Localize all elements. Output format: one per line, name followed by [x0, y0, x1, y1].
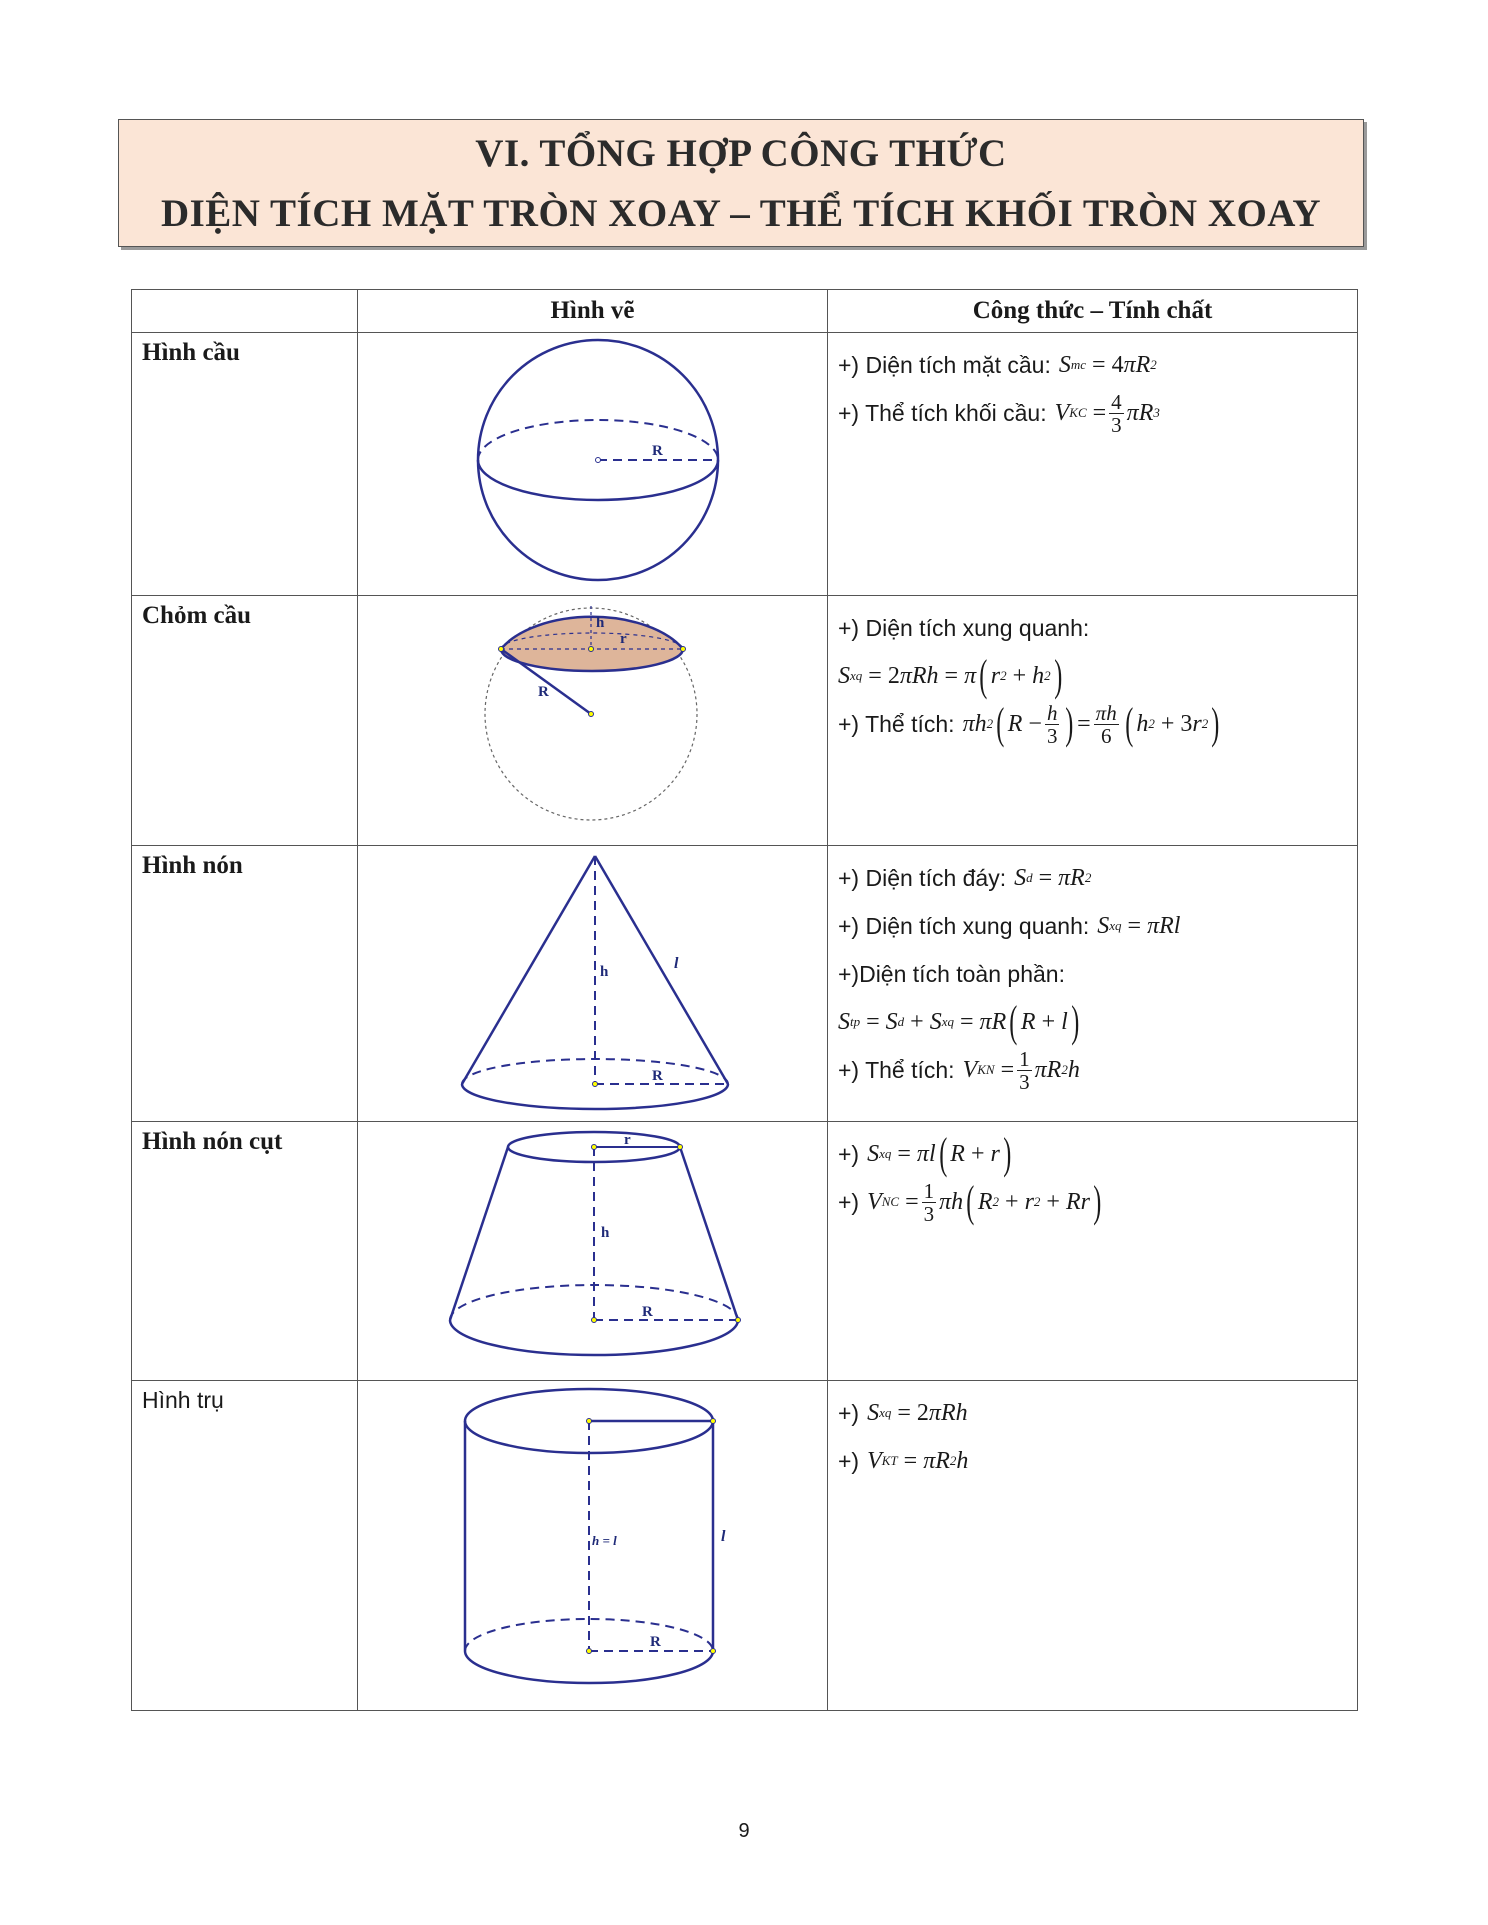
math-expr: S mc = 4 πR 2: [1058, 351, 1157, 378]
formula-lateral-label: +) Diện tích xung quanh:: [838, 614, 1090, 641]
label-l: l: [674, 955, 679, 972]
formula-lateral: +) S xq = πl ( R + r ): [838, 1130, 1347, 1178]
math-expr: S xq = πRl: [1097, 912, 1181, 939]
cone-drawing: [358, 846, 828, 1120]
cylinder-drawing: [358, 1381, 828, 1707]
formula-surface: +) Diện tích mặt cầu: S mc = 4 πR 2: [838, 351, 1157, 378]
label-h-eq-l: h = l: [592, 1533, 617, 1548]
formulas-cap: [828, 596, 1358, 846]
formula-lateral: +) Diện tích xung quanh: S xq = πRl: [838, 912, 1181, 939]
formulas-cylinder: [828, 1381, 1358, 1711]
math-expr: S tp = S d + S xq = πR ( R + l ): [838, 997, 1080, 1046]
row-name: Hình nón cụt: [132, 1122, 358, 1381]
figure-cone: [358, 846, 828, 1122]
title-line-2: DIỆN TÍCH MẶT TRÒN XOAY – THỂ TÍCH KHỐI TRÒN XOAY: [160, 192, 1322, 235]
figure-cylinder: [358, 1381, 828, 1711]
row-cone: [132, 846, 1358, 1122]
label-R: R: [652, 443, 663, 459]
label-h: h: [600, 964, 609, 980]
title-box: [118, 119, 1364, 247]
header-col1: [132, 290, 358, 333]
math-expr: V KC = $\frac{4}{3}$ πR 3: [1054, 389, 1160, 437]
label-h: h: [601, 1225, 610, 1241]
math-expr: V KN = $\frac{1}{3}$ πR 2 h: [962, 1046, 1080, 1094]
frustum-drawing: [358, 1122, 828, 1378]
formula-total-label: +)Diện tích toàn phần:: [838, 960, 1065, 987]
row-name: Chỏm cầu: [132, 596, 358, 846]
formula-lateral: [838, 652, 1347, 700]
formula-table: [131, 289, 1358, 1711]
row-cylinder: [132, 1381, 1358, 1711]
math-expr: S d = πR 2: [1014, 864, 1092, 891]
formulas-frustum: [828, 1122, 1358, 1381]
label-l: l: [721, 1528, 726, 1545]
label-R: R: [538, 684, 549, 700]
formula-volume: +) V NC = $\frac{1}{3}$ πh ( R 2 + r 2 + Rr ): [838, 1178, 1347, 1226]
label-R: R: [652, 1068, 663, 1084]
title-line-1: VI. TỔNG HỢP CÔNG THỨC: [475, 132, 1007, 175]
label-R: R: [650, 1634, 661, 1650]
label-h: h: [596, 615, 605, 631]
figure-spherical-cap: [358, 596, 828, 846]
formula-volume: +) Thể tích khối cầu: V KC = $\frac{4}{3}$ πR 3: [838, 389, 1160, 437]
sphere-drawing: [358, 333, 828, 593]
math-expr: S xq = πl ( R + r ): [867, 1129, 1012, 1178]
formulas-cone: [828, 846, 1358, 1122]
header-row: [132, 290, 1358, 333]
label-r: r: [620, 631, 627, 647]
label-r: r: [624, 1132, 631, 1148]
formulas-sphere: [828, 333, 1358, 596]
row-name: Hình trụ: [132, 1381, 358, 1711]
row-sphere: [132, 333, 1358, 596]
figure-sphere: [358, 333, 828, 596]
row-frustum: [132, 1122, 1358, 1381]
math-expr: V NC = $\frac{1}{3}$ πh ( R 2 + r 2 + Rr ): [867, 1177, 1102, 1226]
cap-drawing: [358, 596, 828, 844]
formula-total: [838, 998, 1347, 1046]
header-formula: Công thức – Tính chất: [828, 290, 1358, 333]
formula-volume: +) V KT = πR 2 h: [838, 1447, 969, 1474]
header-figure: Hình vẽ: [358, 290, 828, 333]
label-R: R: [642, 1304, 653, 1320]
formula-base: +) Diện tích đáy: S d = πR 2: [838, 864, 1092, 891]
formula-lateral: +) S xq = 2 πRh: [838, 1399, 968, 1426]
page-number: 9: [738, 1820, 750, 1842]
formula-volume: +) Thể tích: πh 2 ( R − $\frac{h}{3}$ ) = $\frac{\pi h}{6}$ ( h 2 + 3 r 2 ): [838, 700, 1347, 748]
math-expr: S xq = 2 πRh: [867, 1399, 968, 1426]
row-name: Hình cầu: [132, 333, 358, 596]
row-name: Hình nón: [132, 846, 358, 1122]
math-expr: S xq = 2 πRh = π ( r 2 + h 2 ): [838, 651, 1062, 700]
formula-volume: +) Thể tích: V KN = $\frac{1}{3}$ πR 2 h: [838, 1046, 1080, 1094]
row-spherical-cap: [132, 596, 1358, 846]
math-expr: V KT = πR 2 h: [867, 1447, 969, 1474]
math-expr: πh 2 ( R − $\frac{h}{3}$ ) = $\frac{\pi h}{6}$ ( h 2 + 3 r 2 ): [962, 699, 1220, 748]
figure-frustum: [358, 1122, 828, 1381]
